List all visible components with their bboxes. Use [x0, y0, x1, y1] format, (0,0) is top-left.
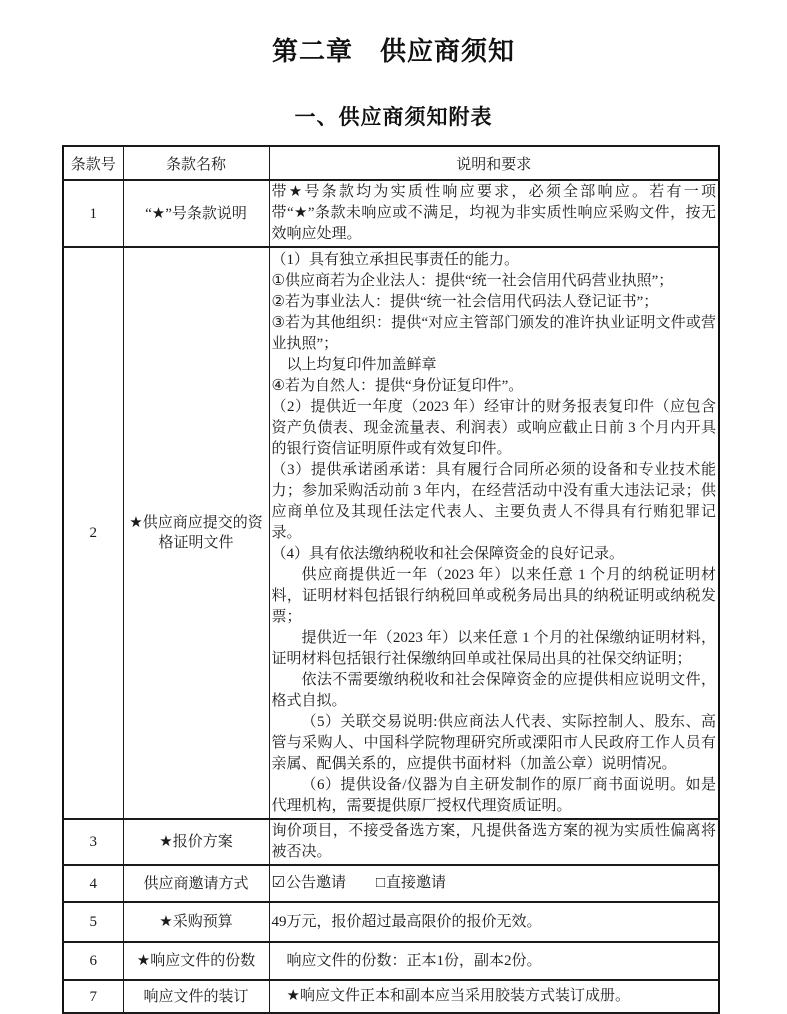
- description-paragraph: ★响应文件正本和副本应当采用胶装方式装订成册。: [286, 988, 630, 1004]
- clause-description-cell: [269, 942, 719, 980]
- description-paragraph: ①供应商若为企业法人：提供“统一社会信用代码营业执照”；: [271, 273, 674, 289]
- clause-number-cell: 5: [63, 902, 123, 942]
- description-paragraph: 49万元，报价超过最高限价的报价无效。: [271, 913, 542, 930]
- clause-name-cell: ★采购预算: [123, 902, 269, 942]
- invitation-method-options: [272, 875, 447, 891]
- clause-number-cell: 3: [63, 819, 123, 865]
- section-subtitle: 一、供应商须知附表: [294, 105, 493, 129]
- table-row: [63, 819, 719, 865]
- description-paragraph: 带★号条款均为实质性响应要求，必须全部响应。若有一项带“★”条款未响应或不满足，均视为非实质性响应采购文件，按无效响应处理。: [271, 184, 716, 242]
- clause-number-cell: 2: [63, 247, 123, 819]
- clause-description-cell: [269, 902, 719, 942]
- clause-number-cell: 6: [63, 942, 123, 980]
- description-paragraph: 供应商提供近一年（2023 年）以来任意 1 个月的纳税证明材料，证明材料包括银行纳税回单或税务局出具的纳税证明或纳税发票；: [271, 567, 716, 625]
- description-paragraph: （1）具有独立承担民事责任的能力。: [271, 252, 520, 268]
- description-paragraph: ③若为其他组织：提供“对应主管部门颁发的准许执业证明文件或营业执照”；: [271, 315, 716, 352]
- description-paragraph: 询价项目，不接受备选方案，凡提供备选方案的视为实质性偏离将被否决。: [271, 823, 716, 860]
- clause-name-cell: ★供应商应提交的资格证明文件: [123, 247, 269, 819]
- document-page: [0, 31, 787, 1005]
- description-paragraph: （6）提供设备/仪器为自主研发制作的原厂商书面说明。如是代理机构，需要提供原厂授权代理资质证明。: [271, 777, 716, 814]
- description-paragraph: 提供近一年（2023 年）以来任意 1 个月的社保缴纳证明材料，证明材料包括银行社保缴纳回单或社保局出具的社保交纳证明；: [271, 630, 716, 667]
- clause-description-cell: [269, 980, 719, 1013]
- clause-number-cell: 1: [63, 180, 123, 247]
- clause-description-cell: [269, 247, 719, 819]
- table-row: [63, 942, 719, 980]
- checkbox-label: 直接邀请: [386, 875, 447, 891]
- column-header-description: 说明和要求: [269, 146, 719, 180]
- chapter-title: 第二章 供应商须知: [271, 37, 515, 66]
- table-header-row: [63, 146, 719, 180]
- clause-name-cell: ★响应文件的份数: [123, 942, 269, 980]
- clause-name-cell: 响应文件的装订: [123, 980, 269, 1013]
- description-paragraph: ④若为自然人：提供“身份证复印件”。: [271, 378, 524, 394]
- clause-description-cell: [269, 819, 719, 865]
- description-paragraph: 以上均复印件加盖鲜章: [286, 357, 437, 373]
- table-row: [63, 247, 719, 819]
- clause-description-cell: [269, 865, 719, 902]
- table-row: [63, 865, 719, 902]
- clause-description-cell: [269, 180, 719, 247]
- description-paragraph: 响应文件的份数：正本1份，副本2份。: [286, 952, 542, 969]
- clause-name-cell: ★报价方案: [123, 819, 269, 865]
- description-paragraph: 依法不需要缴纳税收和社会保障资金的应提供相应说明文件，格式自拟。: [271, 672, 716, 709]
- clause-number-cell: 4: [63, 865, 123, 902]
- checkbox-option: [272, 875, 346, 891]
- column-header-clause-number: 条款号: [63, 146, 123, 180]
- clause-name-cell: “★”号条款说明: [123, 180, 269, 247]
- description-paragraph: （4）具有依法缴纳税收和社会保障资金的良好记录。: [271, 546, 625, 562]
- checkbox-checked-icon: ☑: [271, 875, 285, 891]
- checkbox-unchecked-icon: □: [375, 875, 386, 891]
- table-row: [63, 902, 719, 942]
- clause-number-cell: 7: [63, 980, 123, 1013]
- supplier-notice-table: [62, 145, 720, 1014]
- clause-name-cell: 供应商邀请方式: [123, 865, 269, 902]
- column-header-clause-name: 条款名称: [123, 146, 269, 180]
- checkbox-label: 公告邀请: [285, 875, 346, 891]
- table-row: [63, 980, 719, 1013]
- description-paragraph: （5）关联交易说明:供应商法人代表、实际控制人、股东、高管与采购人、中国科学院物理研究所或溧阳市人民政府工作人员有亲属、配偶关系的，应提供书面材料（加盖公章）说明情况。: [271, 714, 716, 772]
- description-paragraph: （2）提供近一年度（2023 年）经审计的财务报表复印件（应包含资产负债表、现金流量表、利润表）或响应截止日前 3 个月内开具的银行资信证明原件或有效复印件。: [271, 399, 716, 457]
- checkbox-option: [376, 875, 446, 891]
- description-paragraph: ②若为事业法人：提供“统一社会信用代码法人登记证书”；: [271, 294, 659, 310]
- description-paragraph: （3）提供承诺函承诺：具有履行合同所必须的设备和专业技术能力；参加采购活动前 3 年内，在经营活动中没有重大违法记录；供应商单位及其现任法定代表人、主要负责人不得具有行贿犯罪记录。: [271, 462, 716, 541]
- table-row: [63, 180, 719, 247]
